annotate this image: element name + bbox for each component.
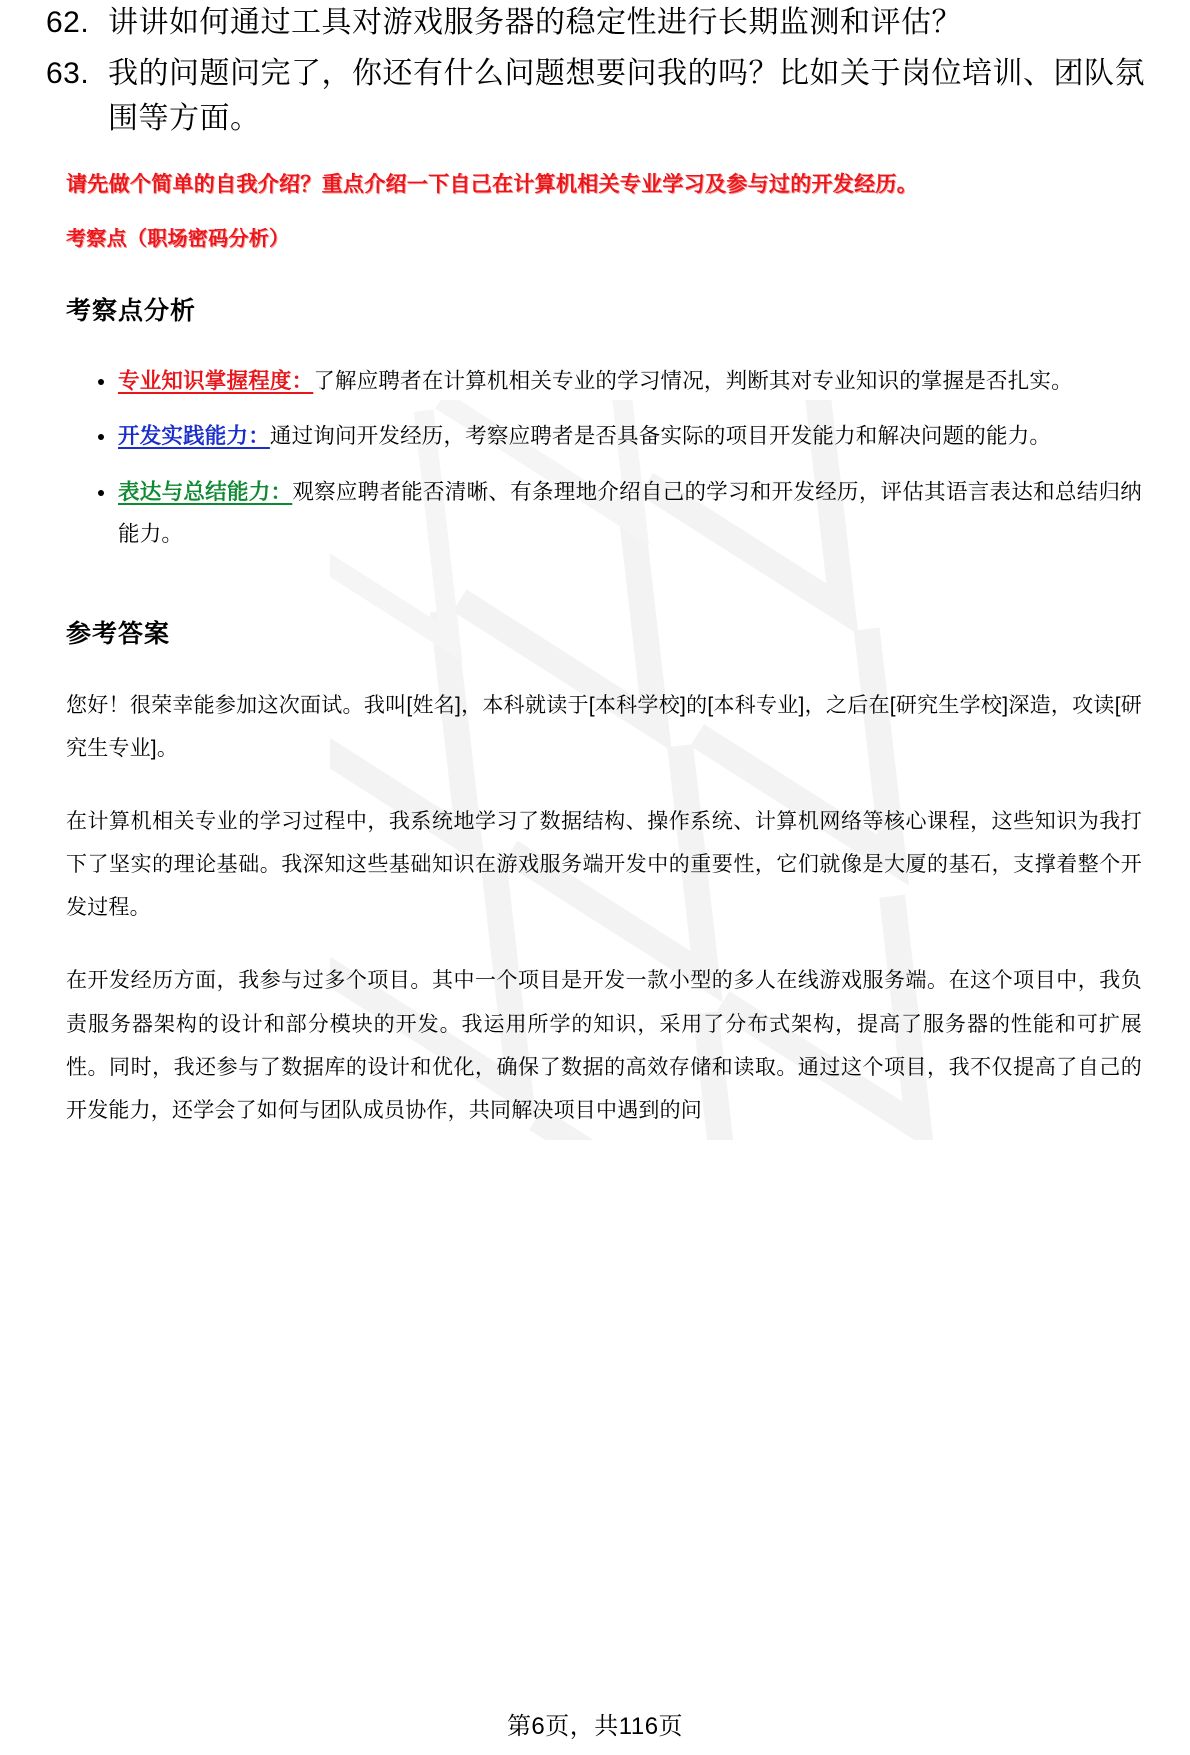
- assessment-point-label: 考察点（职场密码分析）: [66, 227, 290, 250]
- point-text: 观察应聘者能否清晰、有条理地介绍自己的学习和开发经历，评估其语言表达和总结归纳能力。: [118, 480, 1142, 547]
- page-footer: 第6页，共116页: [506, 1713, 684, 1740]
- question-list: [0, 0, 1190, 141]
- assessment-point-list: [0, 361, 1190, 557]
- answer-paragraph: 在计算机相关专业的学习过程中，我系统地学习了数据结构、操作系统、计算机网络等核心课程，这些知识为我打下了坚实的理论基础。我深知这些基础知识在游戏服务端开发中的重要性，它们就像是大厦的基石，支撑着整个开发过程。: [66, 810, 1142, 920]
- point-term: 专业知识掌握程度：: [118, 368, 314, 393]
- question-number: 63.: [46, 57, 90, 90]
- point-term: 表达与总结能力：: [118, 480, 293, 505]
- answer-paragraph: 您好！很荣幸能参加这次面试。我叫[姓名]，本科就读于[本科学校]的[本科专业]，之后在[研究生学校]深造，攻读[研究生专业]。: [66, 694, 1142, 761]
- question-text: 讲讲如何通过工具对游戏服务器的稳定性进行长期监测和评估？: [108, 6, 962, 39]
- question-number: 62.: [46, 6, 90, 39]
- section-heading-answer: 参考答案: [66, 620, 171, 649]
- question-item: [0, 0, 1190, 45]
- list-item: [118, 361, 1142, 403]
- question-item: [0, 51, 1190, 141]
- highlighted-prompt: 请先做个简单的自我介绍？重点介绍一下自己在计算机相关专业学习及参与过的开发经历。: [66, 173, 918, 196]
- list-item: [118, 472, 1142, 556]
- point-term: 开发实践能力：: [118, 424, 270, 449]
- list-item: [118, 416, 1142, 458]
- section-heading-analysis: 考察点分析: [66, 296, 197, 325]
- point-text: 通过询问开发经历，考察应聘者是否具备实际的项目开发能力和解决问题的能力。: [269, 424, 1052, 449]
- answer-paragraph: 在开发经历方面，我参与过多个项目。其中一个项目是开发一款小型的多人在线游戏服务端。在这个项目中，我负责服务器架构的设计和部分模块的开发。我运用所学的知识，采用了分布式架构，提高了服务器的性能和可扩展性。同时，我还参与了数据库的设计和优化，确保了数据的高效存储和读取。通过这个项目，我不仅提高了自己的开发能力，还学会了如何与团队成员协作，共同解决项目中遇到的问: [66, 969, 1142, 1122]
- question-text: 我的问题问完了，你还有什么问题想要问我的吗？比如关于岗位培训、团队氛围等方面。: [108, 57, 1145, 135]
- point-text: 了解应聘者在计算机相关专业的学习情况，判断其对专业知识的掌握是否扎实。: [313, 368, 1073, 393]
